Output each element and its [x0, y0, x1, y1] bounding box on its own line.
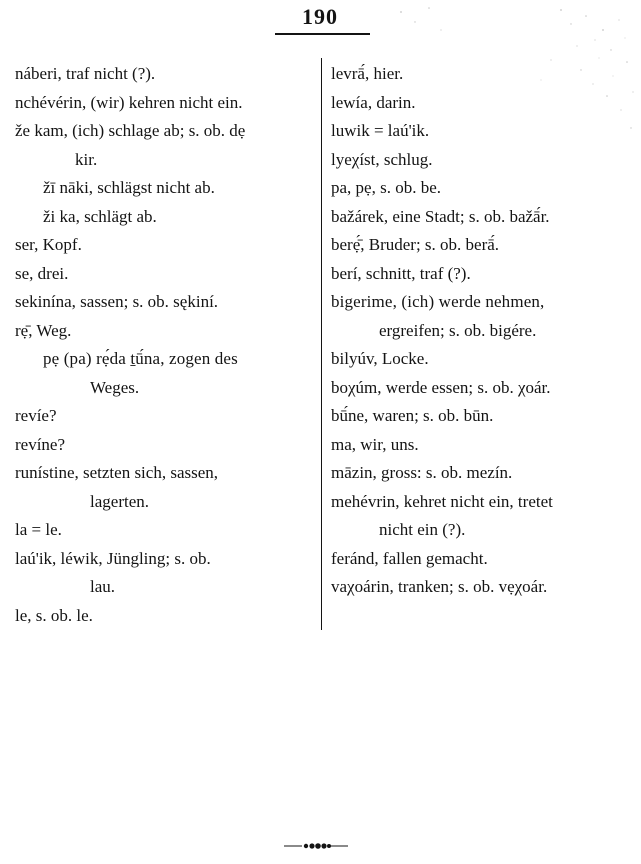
dictionary-subentry: ži ka, schlägt ab. [43, 206, 157, 226]
dictionary-entry: māzin, gross: s. ob. mezín. [331, 463, 513, 482]
dictionary-entry: pa, pẹ, s. ob. be. [331, 178, 442, 197]
dictionary-subentry: žī nāki, schlägst nicht ab. [43, 178, 215, 197]
dictionary-entry: revíe? [15, 406, 57, 425]
column-divider [321, 58, 322, 630]
dictionary-entry: le, s. ob. le. [15, 605, 93, 625]
dictionary-entry: bilyúv, Locke. [331, 349, 429, 368]
header-rule [275, 33, 370, 35]
right-column [331, 60, 631, 602]
dictionary-entry: luwik = laú'ik. [331, 121, 430, 140]
left-column [15, 60, 315, 630]
dictionary-entry-continuation: lau. [90, 577, 116, 596]
page-number: 190 [302, 4, 338, 29]
dictionary-entry: bažárek, eine Stadt; s. ob. bažā́r. [331, 206, 550, 226]
footer-ornament [284, 842, 348, 850]
dictionary-entry: náberi, traf nicht (?). [15, 64, 156, 83]
dictionary-entry: mehévrin, kehret nicht ein, tretet [331, 491, 553, 511]
dictionary-entry: vaχoárin, tranken; s. ob. vẹχoár. [331, 577, 548, 596]
dictionary-entry: runístine, setzten sich, sassen, [15, 463, 219, 482]
dictionary-entry: laú'ik, léwik, Jüngling; s. ob. [15, 548, 211, 568]
dictionary-entry-continuation: lagerten. [90, 491, 149, 511]
dictionary-entry: revíne? [15, 434, 66, 454]
dictionary-subentry: pẹ (pa) rẹ́da ṯū́na, zogen des [43, 349, 238, 368]
dictionary-entry-continuation: ergreifen; s. ob. bigére. [379, 320, 537, 340]
dictionary-entry: bū́ne, waren; s. ob. būn. [331, 406, 494, 425]
dictionary-entry: lewía, darin. [331, 92, 416, 112]
dictionary-entry: sekinína, sassen; s. ob. sękiní. [15, 292, 219, 311]
dictionary-entry: lyeχíst, schlug. [331, 149, 433, 169]
dictionary-entry: ma, wir, uns. [331, 434, 419, 454]
dictionary-entry: berí, schnitt, traf (?). [331, 263, 471, 283]
dictionary-entry: se, drei. [15, 263, 69, 283]
dictionary-entry: rẹ̄, Weg. [15, 320, 72, 340]
dictionary-entry-continuation: nicht ein (?). [379, 520, 466, 539]
dictionary-entry: levrā́, hier. [331, 64, 404, 83]
dictionary-entry: la = le. [15, 520, 62, 539]
dictionary-entry: ser, Kopf. [15, 235, 82, 254]
dictionary-entry: bigerime, (ich) werde nehmen, [331, 292, 545, 311]
dictionary-entry-continuation: Weges. [90, 377, 140, 397]
dictionary-entry: berẹ̄́, Bruder; s. ob. berā́. [331, 235, 500, 254]
dictionary-entry: feránd, fallen gemacht. [331, 548, 488, 568]
dictionary-entry: nchévérin, (wir) kehren nicht ein. [15, 92, 243, 112]
dictionary-entry-continuation: kir. [75, 149, 98, 169]
dictionary-entry: boχúm, werde essen; s. ob. χoár. [331, 377, 551, 397]
dictionary-entry: že kam, (ich) schlage ab; s. ob. dẹ [15, 121, 246, 140]
